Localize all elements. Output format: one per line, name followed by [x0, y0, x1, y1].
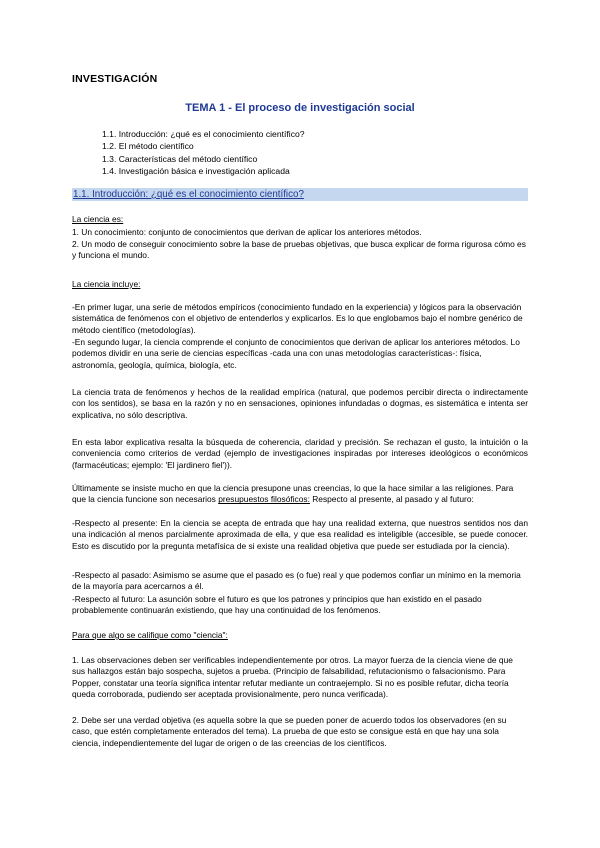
section-heading: 1.1. Introducción: ¿qué es el conocimiento científico? [72, 188, 528, 201]
ciencia-es-line-1: 1. Un conocimiento: conjunto de conocimientos que derivan de aplicar los anteriores métodos. [72, 227, 422, 237]
ciencia-incluye-p1: -En primer lugar, una serie de métodos empíricos (conocimiento fundado en la experiencia) y lógicos para la observación sistemática de fenómenos con el objetivo de entenderlos y explicarlos. Es lo que englobamos bajo el nombre genérico de método científico (metodologías). [72, 302, 523, 335]
ciencia-incluye-p2: -En segundo lugar, la ciencia comprende el conjunto de conocimientos que derivan de aplicar los anteriores métodos. Lo podemos dividir en una serie de ciencias específicas -cada una con unas metodologías características-: física, astronomía, geología, química, biología, etc. [72, 337, 520, 370]
presupuestos-intro-a: Últimamente se insiste mucho en que la ciencia presupone unas creencias, lo que la hace similar a las religiones. Para que la ciencia funcione son necesarios [72, 483, 514, 505]
ciencia-es-line-2: 2. Un modo de conseguir conocimiento sobre la base de pruebas objetivas, que busca explicar de forma rigurosa cómo es y funciona el mundo. [72, 239, 526, 261]
presupuestos-filosoficos-term: presupuestos filosóficos: [218, 494, 310, 505]
presupuesto-pasado: -Respecto al pasado: Asimismo se asume que el pasado es (o fue) real y que podemos confiar un mínimo en la memoria de la mayoría para acercarnos a él. [72, 570, 521, 592]
tema-title: TEMA 1 - El proceso de investigación social [185, 102, 415, 114]
presupuestos-intro [72, 483, 528, 506]
ciencia-incluye-heading: La ciencia incluye: [72, 279, 141, 289]
presupuestos-intro-b: Respecto al presente, al pasado y al futuro: [309, 494, 474, 505]
presupuesto-futuro: -Respecto al futuro: La asunción sobre el futuro es que los patrones y principios que han existido en el pasado probablemente continuarán existiendo, que hay una continuidad de los fenómenos. [72, 594, 482, 616]
document-title: INVESTIGACIÓN [72, 73, 158, 85]
paragraph-realidad-empirica: La ciencia trata de fenómenos y hechos de la realidad empírica (natural, que podemos percibir directa o indirectamente con los sentidos), se basa en la razón y no en sensaciones, opiniones infundadas o dogmas, es sistemática e intenta ser explicativa, no sólo descriptiva. [72, 387, 528, 420]
toc-item: 1.2. El método científico [102, 141, 194, 152]
toc-item: 1.1. Introducción: ¿qué es el conocimiento científico? [102, 129, 305, 139]
ciencia-es-heading: La ciencia es: [72, 214, 124, 224]
calificar-p2: 2. Debe ser una verdad objetiva (es aquella sobre la que se pueden poner de acuerdo todos los observadores (en su caso, que estén completamente enterados del tema). La prueba de que esto se consigue está en que hay una sola ciencia, independientemente del lugar de origen o de las creencias de los científicos. [72, 715, 507, 748]
presupuesto-presente: -Respecto al presente: En la ciencia se acepta de entrada que hay una realidad externa, que nuestros sentidos nos dan una indicación al menos parcialmente aproximada de ella, y que esa realidad es inteligible (accesible, se puede conocer. Esto es discutido por la pregunta metafísica de si existe una realidad objetiva que puede ser estudiada por la ciencia). [72, 518, 528, 551]
calificar-p1: 1. Las observaciones deben ser verificables independientemente por otros. La mayor fuerza de la ciencia viene de que sus hallazgos están bajo sospecha, sujetos a prueba. (Principio de falsabilidad, refutacionismo o falsacionismo. Para Popper, constatar una teoría significa intentar refutar mediante un contraejemplo. Si no es posible refutar, dicha teoría queda corroborada, pudiendo ser aceptada provisionalmente, pero nunca verificada). [72, 655, 513, 700]
toc-item: 1.3. Características del método científico [102, 153, 258, 164]
toc-item: 1.4. Investigación básica e investigación aplicada [102, 165, 290, 176]
paragraph-coherencia: En esta labor explicativa resalta la búsqueda de coherencia, claridad y precisión. Se rechazan el gusto, la intuición o la conveniencia como criterios de verdad (ejemplo de investigaciones inspiradas por intereses ideológicos o económicos (farmacéuticas; ejemplo: 'El jardinero fiel')). [72, 437, 528, 470]
table-of-contents [102, 128, 305, 177]
calificar-heading: Para que algo se califique como "ciencia": [72, 630, 228, 640]
